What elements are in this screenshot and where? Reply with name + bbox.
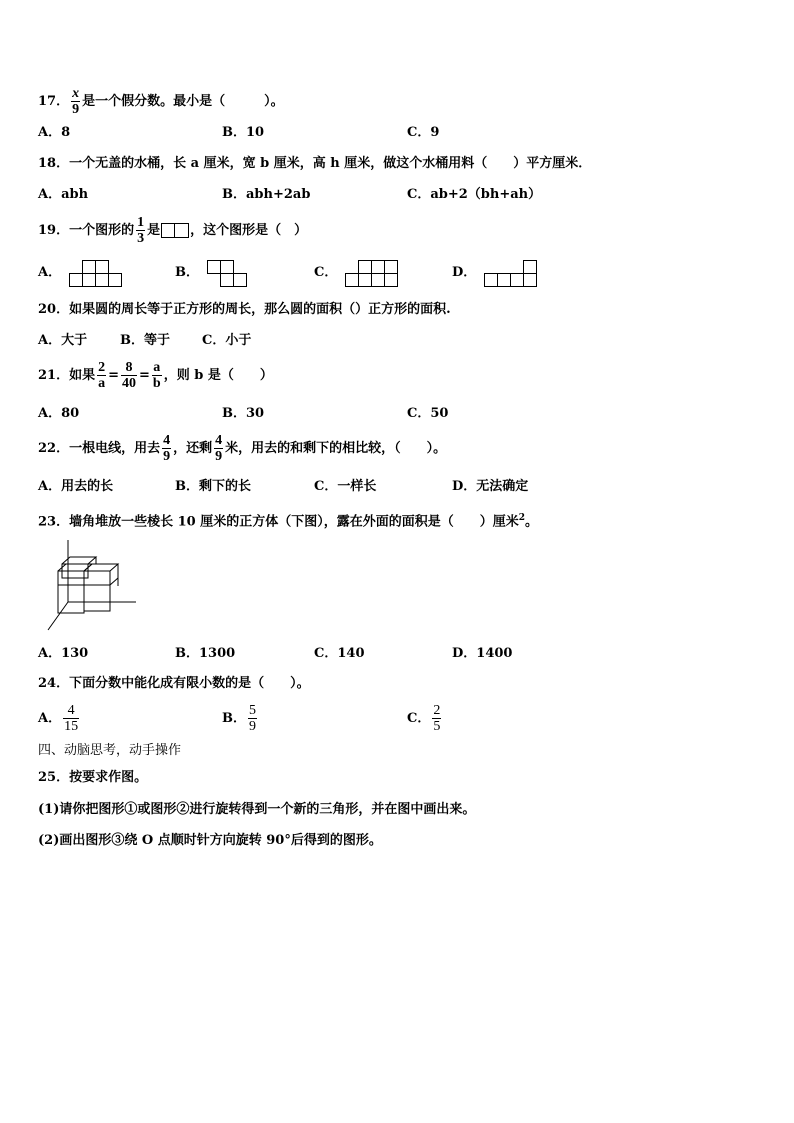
fraction: $\frac{4}{9}$ <box>215 433 223 464</box>
question-18: 18．一个无盖的水桶，长 a 厘米，宽 b 厘米，高 h 厘米，做这个水桶用料（ ）平方厘米． <box>38 156 592 171</box>
fraction: $\frac{4}{15}$ <box>64 703 79 734</box>
option-c: C． $\frac{2}{5}$ <box>407 703 441 734</box>
question-19: 19．一个图形的 $\frac{1}{3}$ 是 ，这个图形是（ ） <box>38 215 308 246</box>
option-d: D．无法确定 <box>452 479 529 494</box>
option-c: C．一样长 <box>314 479 377 494</box>
option-d: D． <box>452 265 477 280</box>
option-d: D．1400 <box>452 646 513 661</box>
option-b: B．剩下的长 <box>175 479 251 494</box>
option-b: B． $\frac{5}{9}$ <box>222 703 256 734</box>
option-a: A．130 <box>38 646 89 661</box>
question-25-part-1: (1)请你把图形①或图形②进行旋转得到一个新的三角形，并在图中画出来。 <box>38 802 476 817</box>
shape-a <box>69 260 125 288</box>
fraction: $\frac{a}{b}$ <box>152 360 161 391</box>
option-b: B．1300 <box>175 646 236 661</box>
option-c: C．9 <box>407 125 440 140</box>
fraction: $\frac{x}{9}$ <box>72 86 80 117</box>
fraction: $\frac{1}{3}$ <box>137 215 145 246</box>
option-a: A． <box>38 265 62 280</box>
two-squares-shape <box>161 223 189 238</box>
option-b: B．10 <box>222 125 265 140</box>
option-b: B．等于 <box>120 333 170 348</box>
option-b: B． <box>175 265 199 280</box>
option-c: C．140 <box>314 646 365 661</box>
shape-b <box>207 260 251 288</box>
option-a: A． $\frac{4}{15}$ <box>38 703 79 734</box>
question-20: 20．如果圆的周长等于正方形的周长，那么圆的面积（）正方形的面积. <box>38 302 451 317</box>
option-a: A．大于 <box>38 333 88 348</box>
option-a: A．用去的长 <box>38 479 114 494</box>
question-22: 22．一根电线，用去 $\frac{4}{9}$ ，还剩 $\frac{4}{9}$ 米，用去的和剩下的相比较，（ ）。 <box>38 433 447 464</box>
option-c: C．ab+2（bh+ah） <box>407 187 542 202</box>
fraction: $\frac{4}{9}$ <box>163 433 171 464</box>
fraction: $\frac{8}{40}$ <box>122 360 136 391</box>
option-a: A．80 <box>38 406 80 421</box>
question-25-part-2: (2)画出图形③绕 O 点顺时针方向旋转 90°后得到的图形。 <box>38 833 382 848</box>
question-21: 21．如果 $\frac{2}{a}$ = $\frac{8}{40}$ = $\frac{a}{b}$ ，则 b 是（ ） <box>38 360 273 391</box>
fraction: $\frac{2}{5}$ <box>433 703 441 734</box>
question-23: 23．墙角堆放一些棱长 10 厘米的正方体（下图），露在外面的面积是（ ）厘米$^2$。 <box>38 513 539 530</box>
cube-stack-diagram <box>46 540 138 632</box>
shape-c <box>345 260 401 288</box>
option-b: B．30 <box>222 406 265 421</box>
option-a: A．8 <box>38 125 71 140</box>
section-heading: 四、动脑思考，动手操作 <box>38 743 182 758</box>
option-c: C．50 <box>407 406 449 421</box>
option-a: A．abh <box>38 187 89 202</box>
fraction: $\frac{5}{9}$ <box>249 703 256 734</box>
question-17: 17． $\frac{x}{9}$ 是一个假分数。最小是（ ）。 <box>38 86 284 117</box>
shape-d <box>484 260 540 288</box>
option-c: C． <box>314 265 338 280</box>
question-25: 25．按要求作图。 <box>38 770 148 785</box>
question-24: 24．下面分数中能化成有限小数的是（ ）。 <box>38 676 310 691</box>
option-b: B．abh+2ab <box>222 187 311 202</box>
option-c: C．小于 <box>202 333 252 348</box>
fraction: $\frac{2}{a}$ <box>98 360 106 391</box>
